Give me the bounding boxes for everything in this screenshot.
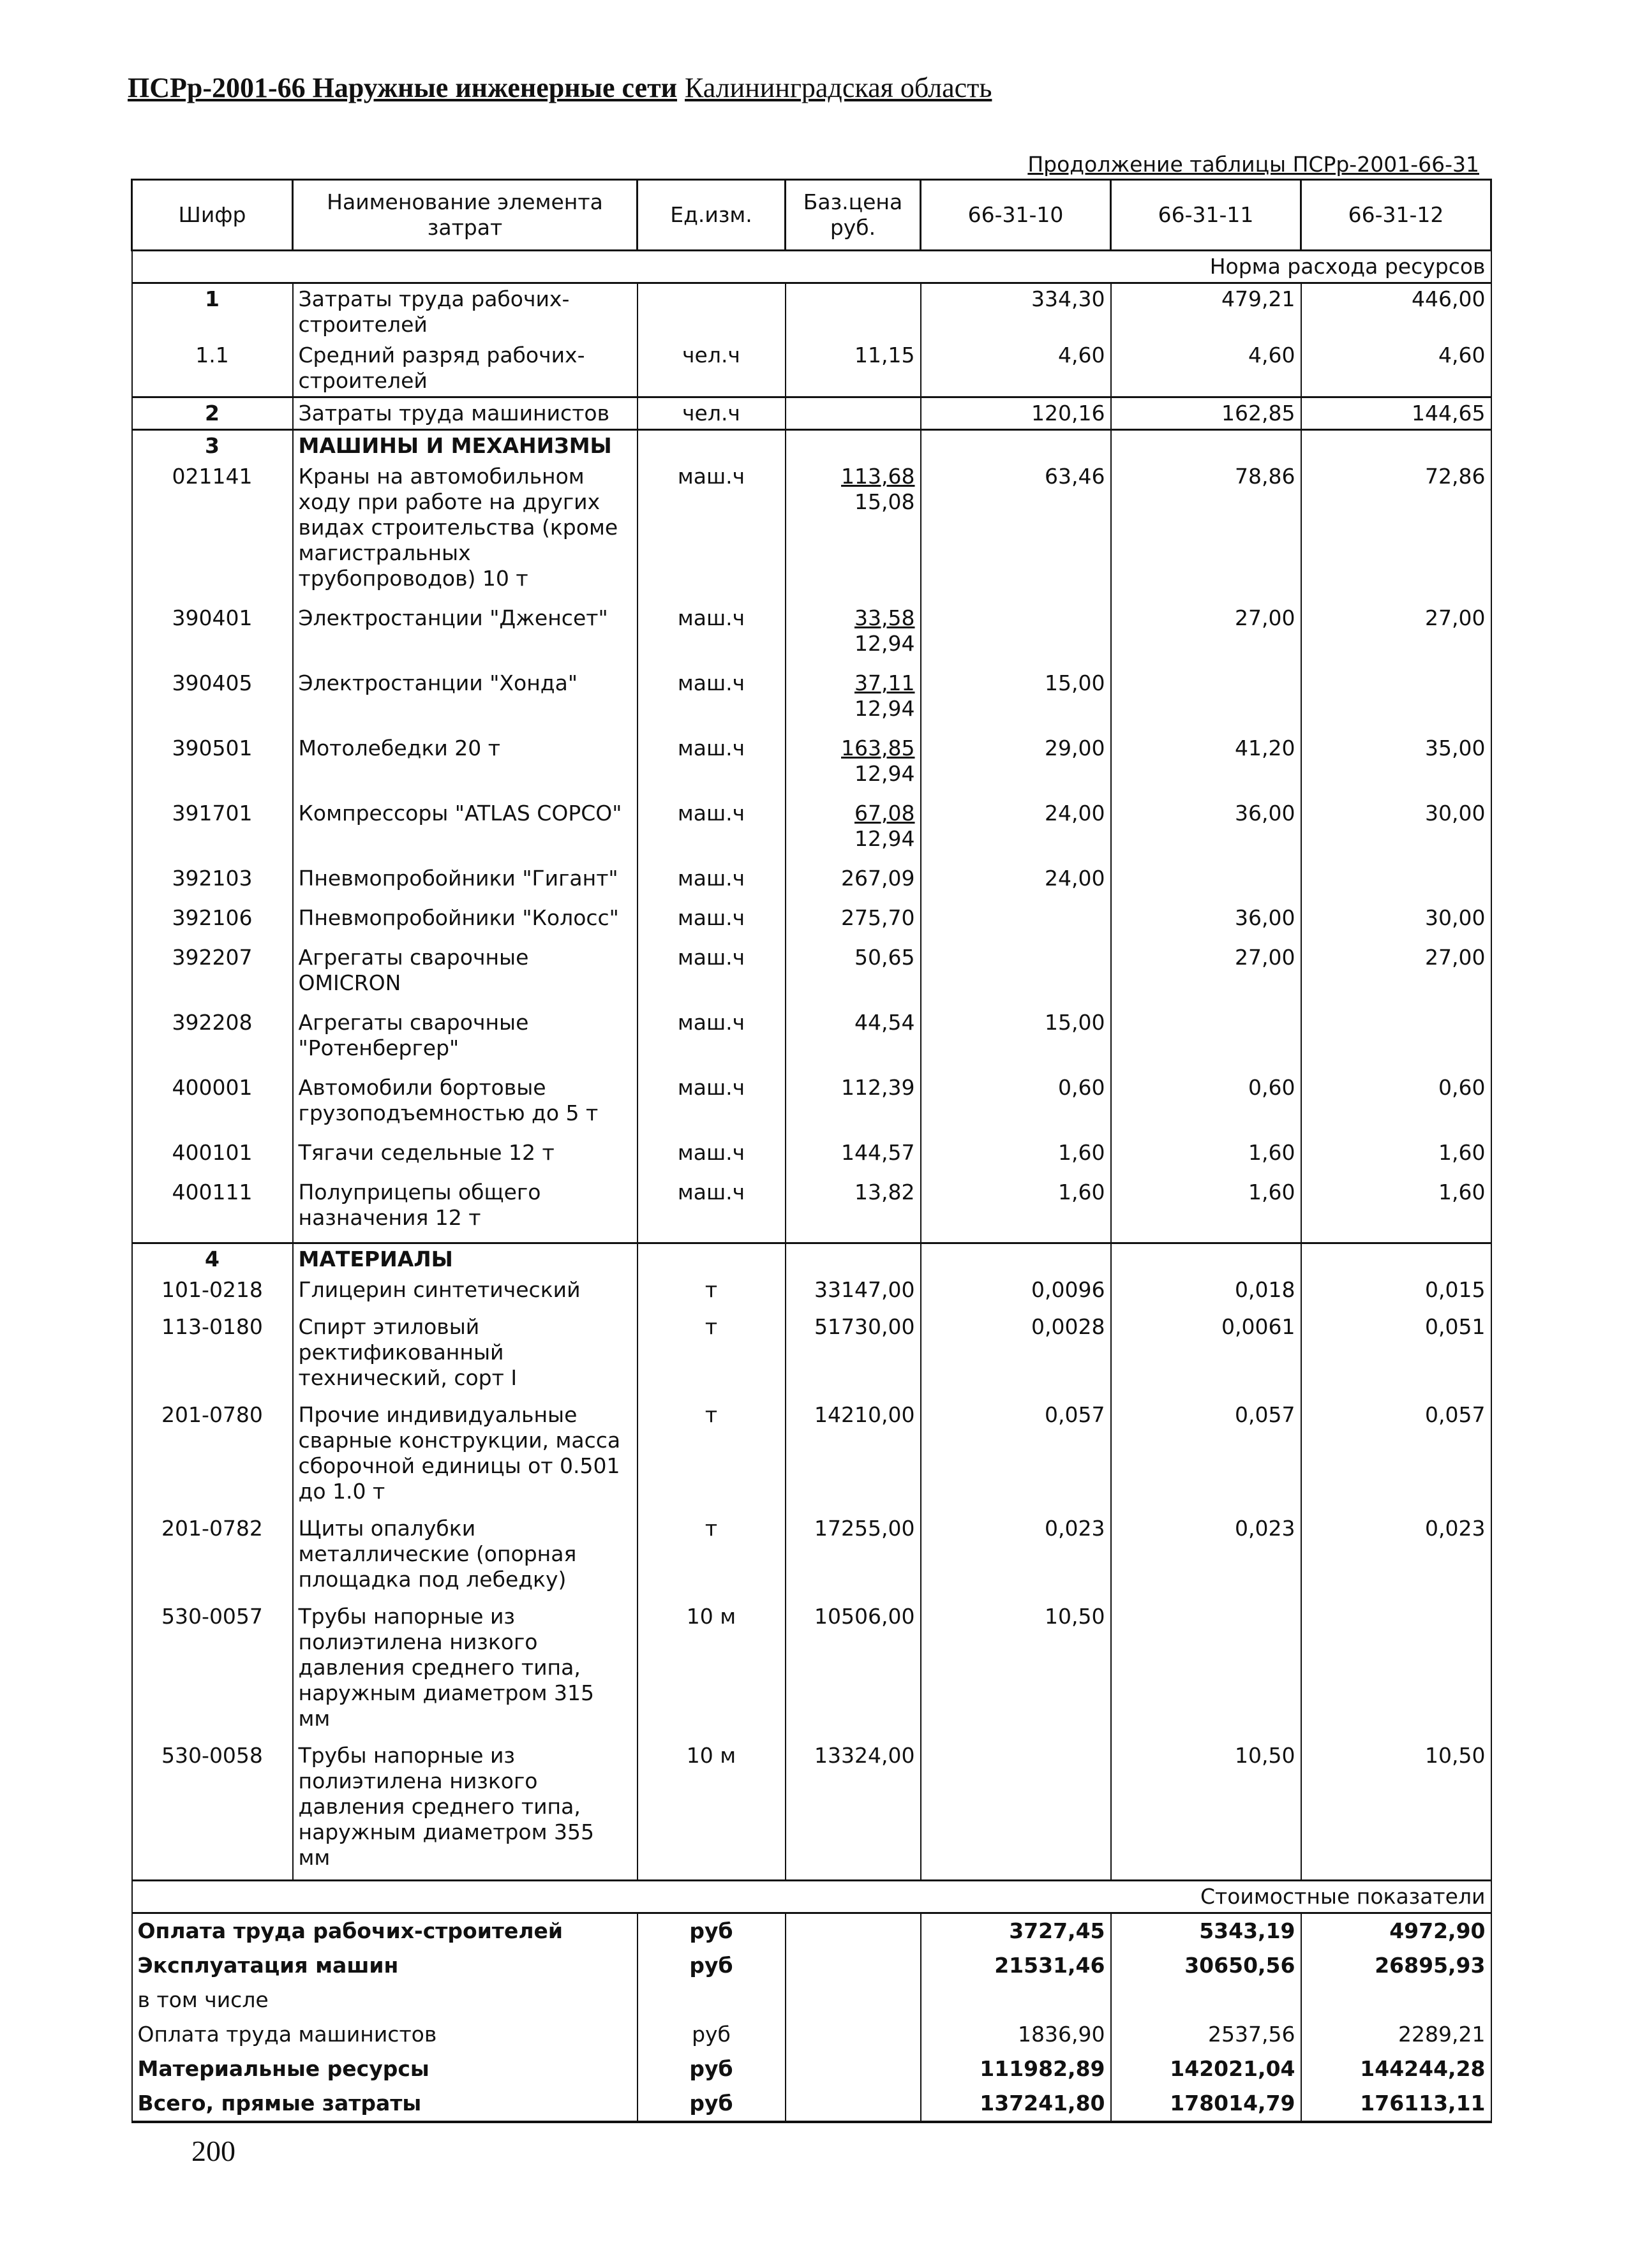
row-value-c1: 0,60 xyxy=(921,1072,1111,1138)
price-machinist: 267,09 xyxy=(841,866,915,891)
table-row xyxy=(132,1138,1491,1177)
summary-value-c3: 4972,90 xyxy=(1301,1913,1491,1949)
row-price xyxy=(786,1072,921,1138)
row-code: 400001 xyxy=(132,1072,293,1138)
row-value-c3: 30,00 xyxy=(1301,798,1491,863)
row-name: Полуприцепы общего назначения 12 т xyxy=(293,1177,638,1243)
table-row xyxy=(132,798,1491,863)
empty-cell xyxy=(786,1913,921,1949)
row-code: 1.1 xyxy=(132,340,293,397)
row-code: 400111 xyxy=(132,1177,293,1243)
summary-value-c3 xyxy=(1301,1983,1491,2017)
row-name: Затраты труда рабочих-строителей xyxy=(293,283,638,341)
empty-cell xyxy=(638,430,786,462)
row-value-c3: 1,60 xyxy=(1301,1177,1491,1243)
document-title: ПСРр-2001-66 Наружные инженерные сети xyxy=(128,72,678,103)
table-row xyxy=(132,1275,1491,1312)
row-value-c3: 27,00 xyxy=(1301,603,1491,668)
table-row xyxy=(132,461,1491,603)
row-unit: маш.ч xyxy=(638,668,786,733)
col-header-c3: 66-31-12 xyxy=(1301,180,1491,251)
row-unit: маш.ч xyxy=(638,942,786,1007)
section-title: МАТЕРИАЛЫ xyxy=(293,1243,638,1275)
norm-label-row xyxy=(132,251,1491,283)
row-value-c2: 78,86 xyxy=(1111,461,1301,603)
row-price xyxy=(786,1007,921,1072)
row-value-c3: 27,00 xyxy=(1301,942,1491,1007)
row-value-c3: 35,00 xyxy=(1301,733,1491,798)
row-value-c2: 1,60 xyxy=(1111,1138,1301,1177)
row-price: 17255,00 xyxy=(786,1513,921,1601)
summary-label: Материальные ресурсы xyxy=(132,2052,638,2086)
cost-label: Стоимостные показатели xyxy=(132,1881,1491,1913)
summary-unit xyxy=(638,1983,786,2017)
row-code: 113-0180 xyxy=(132,1312,293,1400)
row-unit: маш.ч xyxy=(638,798,786,863)
row-price xyxy=(786,733,921,798)
row-value-c1 xyxy=(921,1740,1111,1881)
row-price xyxy=(786,863,921,903)
row-value-c3: 0,023 xyxy=(1301,1513,1491,1601)
price-machinist: 15,08 xyxy=(854,489,915,514)
row-name: Агрегаты сварочные "Ротенбергер" xyxy=(293,1007,638,1072)
row-value-c1: 0,023 xyxy=(921,1513,1111,1601)
summary-label: Оплата труда машинистов xyxy=(132,2017,638,2052)
table-continuation-note: Продолжение таблицы ПСРр-2001-66-31 xyxy=(1027,152,1479,177)
row-value-c2 xyxy=(1111,1007,1301,1072)
empty-cell xyxy=(921,430,1111,462)
table-row xyxy=(132,1400,1491,1513)
summary-label: Оплата труда рабочих-строителей xyxy=(132,1913,638,1949)
summary-value-c3: 2289,21 xyxy=(1301,2017,1491,2052)
row-price xyxy=(786,283,921,341)
row-name: Компрессоры "ATLAS COPCO" xyxy=(293,798,638,863)
row-value-c3: 0,051 xyxy=(1301,1312,1491,1400)
col-header-code: Шифр xyxy=(132,180,293,251)
row-value-c2: 36,00 xyxy=(1111,903,1301,942)
row-name: Пневмопробойники "Гигант" xyxy=(293,863,638,903)
row-value-c1: 0,0028 xyxy=(921,1312,1111,1400)
row-code: 391701 xyxy=(132,798,293,863)
price-machinist: 12,94 xyxy=(854,826,915,851)
row-value-c2 xyxy=(1111,1601,1301,1740)
summary-value-c2: 142021,04 xyxy=(1111,2052,1301,2086)
row-value-c3: 144,65 xyxy=(1301,397,1491,430)
row-price: 11,15 xyxy=(786,340,921,397)
price-machinist: 12,94 xyxy=(854,761,915,786)
summary-label: Всего, прямые затраты xyxy=(132,2086,638,2122)
row-unit: т xyxy=(638,1312,786,1400)
row-name: Трубы напорные из полиэтилена низкого давления среднего типа, наружным диаметром 355 мм xyxy=(293,1740,638,1881)
row-unit: маш.ч xyxy=(638,461,786,603)
row-unit: маш.ч xyxy=(638,903,786,942)
summary-row xyxy=(132,2017,1491,2052)
section-code: 3 xyxy=(132,430,293,462)
price-current: 33,58 xyxy=(854,605,915,630)
col-header-c2: 66-31-11 xyxy=(1111,180,1301,251)
summary-value-c2: 2537,56 xyxy=(1111,2017,1301,2052)
row-unit: 10 м xyxy=(638,1740,786,1881)
empty-cell xyxy=(1301,430,1491,462)
row-code: 530-0057 xyxy=(132,1601,293,1740)
empty-cell xyxy=(786,430,921,462)
price-current: 163,85 xyxy=(841,736,915,760)
price-machinist: 13,82 xyxy=(854,1180,915,1204)
row-name: Спирт этиловый ректификованный технический, сорт I xyxy=(293,1312,638,1400)
summary-value-c1: 111982,89 xyxy=(921,2052,1111,2086)
row-unit: маш.ч xyxy=(638,863,786,903)
price-machinist: 44,54 xyxy=(854,1010,915,1035)
empty-cell xyxy=(786,1983,921,2017)
row-value-c2: 0,60 xyxy=(1111,1072,1301,1138)
price-current: 113,68 xyxy=(841,464,915,489)
row-value-c1: 24,00 xyxy=(921,863,1111,903)
row-unit xyxy=(638,283,786,341)
page-number: 200 xyxy=(191,2135,235,2167)
table-row xyxy=(132,903,1491,942)
row-value-c2 xyxy=(1111,863,1301,903)
col-header-name: Наименование элемента затрат xyxy=(293,180,638,251)
row-name: Пневмопробойники "Колосс" xyxy=(293,903,638,942)
empty-cell xyxy=(786,1948,921,1983)
summary-row xyxy=(132,2052,1491,2086)
row-name: Трубы напорные из полиэтилена низкого давления среднего типа, наружным диаметром 315 мм xyxy=(293,1601,638,1740)
row-value-c1: 10,50 xyxy=(921,1601,1111,1740)
row-unit: чел.ч xyxy=(638,340,786,397)
row-value-c2: 0,023 xyxy=(1111,1513,1301,1601)
row-price: 13324,00 xyxy=(786,1740,921,1881)
row-value-c2: 41,20 xyxy=(1111,733,1301,798)
row-unit: т xyxy=(638,1513,786,1601)
row-value-c3: 10,50 xyxy=(1301,1740,1491,1881)
row-value-c3: 4,60 xyxy=(1301,340,1491,397)
empty-cell xyxy=(786,1243,921,1275)
table-body xyxy=(132,251,1491,2123)
header-row xyxy=(132,180,1491,251)
empty-cell xyxy=(1301,1243,1491,1275)
row-unit: маш.ч xyxy=(638,1138,786,1177)
row-value-c2 xyxy=(1111,668,1301,733)
row-code: 530-0058 xyxy=(132,1740,293,1881)
row-unit: чел.ч xyxy=(638,397,786,430)
region-name: Калининградская область xyxy=(685,72,992,103)
table-row xyxy=(132,1243,1491,1275)
row-unit: маш.ч xyxy=(638,603,786,668)
row-value-c2: 0,018 xyxy=(1111,1275,1301,1312)
row-unit: 10 м xyxy=(638,1601,786,1740)
empty-cell xyxy=(1111,430,1301,462)
row-value-c3: 0,015 xyxy=(1301,1275,1491,1312)
row-unit: т xyxy=(638,1275,786,1312)
empty-cell xyxy=(786,2052,921,2086)
row-value-c3: 1,60 xyxy=(1301,1138,1491,1177)
price-machinist: 275,70 xyxy=(841,905,915,930)
row-value-c1: 15,00 xyxy=(921,1007,1111,1072)
empty-cell xyxy=(638,1243,786,1275)
table-row xyxy=(132,397,1491,430)
row-name: Электростанции "Дженсет" xyxy=(293,603,638,668)
summary-unit: руб xyxy=(638,1913,786,1949)
row-code: 392103 xyxy=(132,863,293,903)
table-row xyxy=(132,1513,1491,1601)
row-unit: маш.ч xyxy=(638,733,786,798)
col-header-c1: 66-31-10 xyxy=(921,180,1111,251)
row-value-c1: 1,60 xyxy=(921,1177,1111,1243)
row-value-c1: 1,60 xyxy=(921,1138,1111,1177)
row-value-c1 xyxy=(921,903,1111,942)
row-price xyxy=(786,603,921,668)
table-row xyxy=(132,942,1491,1007)
row-value-c1: 334,30 xyxy=(921,283,1111,341)
section-code: 4 xyxy=(132,1243,293,1275)
row-value-c2: 36,00 xyxy=(1111,798,1301,863)
row-unit: т xyxy=(638,1400,786,1513)
row-code: 392207 xyxy=(132,942,293,1007)
summary-label: в том числе xyxy=(132,1983,638,2017)
row-unit: маш.ч xyxy=(638,1177,786,1243)
summary-unit: руб xyxy=(638,2086,786,2122)
price-machinist: 112,39 xyxy=(841,1075,915,1100)
row-price xyxy=(786,668,921,733)
row-price xyxy=(786,461,921,603)
row-code: 392208 xyxy=(132,1007,293,1072)
table-row xyxy=(132,283,1491,341)
row-value-c1: 15,00 xyxy=(921,668,1111,733)
row-code: 390401 xyxy=(132,603,293,668)
row-value-c1 xyxy=(921,603,1111,668)
row-code: 201-0780 xyxy=(132,1400,293,1513)
table-row xyxy=(132,863,1491,903)
row-value-c3: 446,00 xyxy=(1301,283,1491,341)
row-value-c1 xyxy=(921,942,1111,1007)
summary-value-c1 xyxy=(921,1983,1111,2017)
summary-value-c2: 178014,79 xyxy=(1111,2086,1301,2122)
table-row xyxy=(132,1312,1491,1400)
row-unit: маш.ч xyxy=(638,1072,786,1138)
row-price xyxy=(786,1138,921,1177)
row-price: 51730,00 xyxy=(786,1312,921,1400)
table-row xyxy=(132,1740,1491,1881)
row-value-c3: 0,057 xyxy=(1301,1400,1491,1513)
summary-unit: руб xyxy=(638,1948,786,1983)
summary-value-c3: 144244,28 xyxy=(1301,2052,1491,2086)
row-value-c1: 120,16 xyxy=(921,397,1111,430)
row-name: Затраты труда машинистов xyxy=(293,397,638,430)
row-value-c1: 29,00 xyxy=(921,733,1111,798)
row-value-c3: 72,86 xyxy=(1301,461,1491,603)
row-value-c1: 0,057 xyxy=(921,1400,1111,1513)
summary-value-c1: 21531,46 xyxy=(921,1948,1111,1983)
empty-cell xyxy=(786,2086,921,2122)
table-row xyxy=(132,668,1491,733)
row-name: Краны на автомобильном ходу при работе на других видах строительства (кроме магистральных трубопроводов) 10 т xyxy=(293,461,638,603)
row-price xyxy=(786,903,921,942)
row-value-c3 xyxy=(1301,863,1491,903)
row-code: 201-0782 xyxy=(132,1513,293,1601)
summary-value-c1: 137241,80 xyxy=(921,2086,1111,2122)
row-value-c2: 0,057 xyxy=(1111,1400,1301,1513)
row-value-c2: 10,50 xyxy=(1111,1740,1301,1881)
row-code: 390405 xyxy=(132,668,293,733)
row-price xyxy=(786,397,921,430)
row-value-c2: 0,0061 xyxy=(1111,1312,1301,1400)
summary-row xyxy=(132,2086,1491,2122)
norm-label: Норма расхода ресурсов xyxy=(132,251,1491,283)
price-machinist: 50,65 xyxy=(854,945,915,970)
row-price xyxy=(786,798,921,863)
row-name: Средний разряд рабочих-строителей xyxy=(293,340,638,397)
row-code: 400101 xyxy=(132,1138,293,1177)
row-unit: маш.ч xyxy=(638,1007,786,1072)
row-code: 390501 xyxy=(132,733,293,798)
summary-value-c1: 1836,90 xyxy=(921,2017,1111,2052)
row-value-c3: 0,60 xyxy=(1301,1072,1491,1138)
row-name: Тягачи седельные 12 т xyxy=(293,1138,638,1177)
section-title: МАШИНЫ И МЕХАНИЗМЫ xyxy=(293,430,638,462)
table-row xyxy=(132,1072,1491,1138)
row-value-c2: 27,00 xyxy=(1111,942,1301,1007)
row-price xyxy=(786,942,921,1007)
row-name: Глицерин синтетический xyxy=(293,1275,638,1312)
row-value-c3 xyxy=(1301,668,1491,733)
empty-cell xyxy=(921,1243,1111,1275)
row-value-c3: 30,00 xyxy=(1301,903,1491,942)
table-row xyxy=(132,603,1491,668)
row-value-c2: 27,00 xyxy=(1111,603,1301,668)
summary-unit: руб xyxy=(638,2052,786,2086)
summary-value-c3: 26895,93 xyxy=(1301,1948,1491,1983)
table-row xyxy=(132,430,1491,462)
row-code: 2 xyxy=(132,397,293,430)
row-value-c1: 4,60 xyxy=(921,340,1111,397)
resource-table xyxy=(131,179,1492,2123)
row-value-c1: 24,00 xyxy=(921,798,1111,863)
summary-label: Эксплуатация машин xyxy=(132,1948,638,1983)
summary-value-c2 xyxy=(1111,1983,1301,2017)
row-price xyxy=(786,1177,921,1243)
page-header xyxy=(128,71,992,104)
table-row xyxy=(132,340,1491,397)
table-row xyxy=(132,733,1491,798)
row-value-c2: 4,60 xyxy=(1111,340,1301,397)
row-price: 33147,00 xyxy=(786,1275,921,1312)
row-code: 1 xyxy=(132,283,293,341)
price-machinist: 12,94 xyxy=(854,696,915,721)
row-value-c2: 479,21 xyxy=(1111,283,1301,341)
row-value-c3 xyxy=(1301,1601,1491,1740)
summary-value-c2: 30650,56 xyxy=(1111,1948,1301,1983)
row-value-c2: 1,60 xyxy=(1111,1177,1301,1243)
row-code: 392106 xyxy=(132,903,293,942)
row-name: Автомобили бортовые грузоподъемностью до 5 т xyxy=(293,1072,638,1138)
summary-row xyxy=(132,1913,1491,1949)
table-row xyxy=(132,1007,1491,1072)
row-value-c1: 0,0096 xyxy=(921,1275,1111,1312)
row-value-c2: 162,85 xyxy=(1111,397,1301,430)
row-value-c1: 63,46 xyxy=(921,461,1111,603)
summary-row xyxy=(132,1948,1491,1983)
summary-value-c3: 176113,11 xyxy=(1301,2086,1491,2122)
row-name: Мотолебедки 20 т xyxy=(293,733,638,798)
summary-value-c1: 3727,45 xyxy=(921,1913,1111,1949)
price-machinist: 144,57 xyxy=(841,1140,915,1165)
empty-cell xyxy=(1111,1243,1301,1275)
cost-label-row xyxy=(132,1881,1491,1913)
row-price: 14210,00 xyxy=(786,1400,921,1513)
row-code: 101-0218 xyxy=(132,1275,293,1312)
row-name: Электростанции "Хонда" xyxy=(293,668,638,733)
price-current: 67,08 xyxy=(854,801,915,826)
row-code: 021141 xyxy=(132,461,293,603)
price-machinist: 12,94 xyxy=(854,631,915,656)
price-current: 37,11 xyxy=(854,671,915,695)
row-value-c3 xyxy=(1301,1007,1491,1072)
row-price: 10506,00 xyxy=(786,1601,921,1740)
col-header-price: Баз.цена руб. xyxy=(786,180,921,251)
row-name: Прочие индивидуальные сварные конструкции, масса сборочной единицы от 0.501 до 1.0 т xyxy=(293,1400,638,1513)
summary-value-c2: 5343,19 xyxy=(1111,1913,1301,1949)
summary-row xyxy=(132,1983,1491,2017)
table-row xyxy=(132,1601,1491,1740)
row-name: Агрегаты сварочные OMICRON xyxy=(293,942,638,1007)
summary-unit: руб xyxy=(638,2017,786,2052)
empty-cell xyxy=(786,2017,921,2052)
table-row xyxy=(132,1177,1491,1243)
row-name: Щиты опалубки металлические (опорная площадка под лебедку) xyxy=(293,1513,638,1601)
col-header-unit: Ед.изм. xyxy=(638,180,786,251)
